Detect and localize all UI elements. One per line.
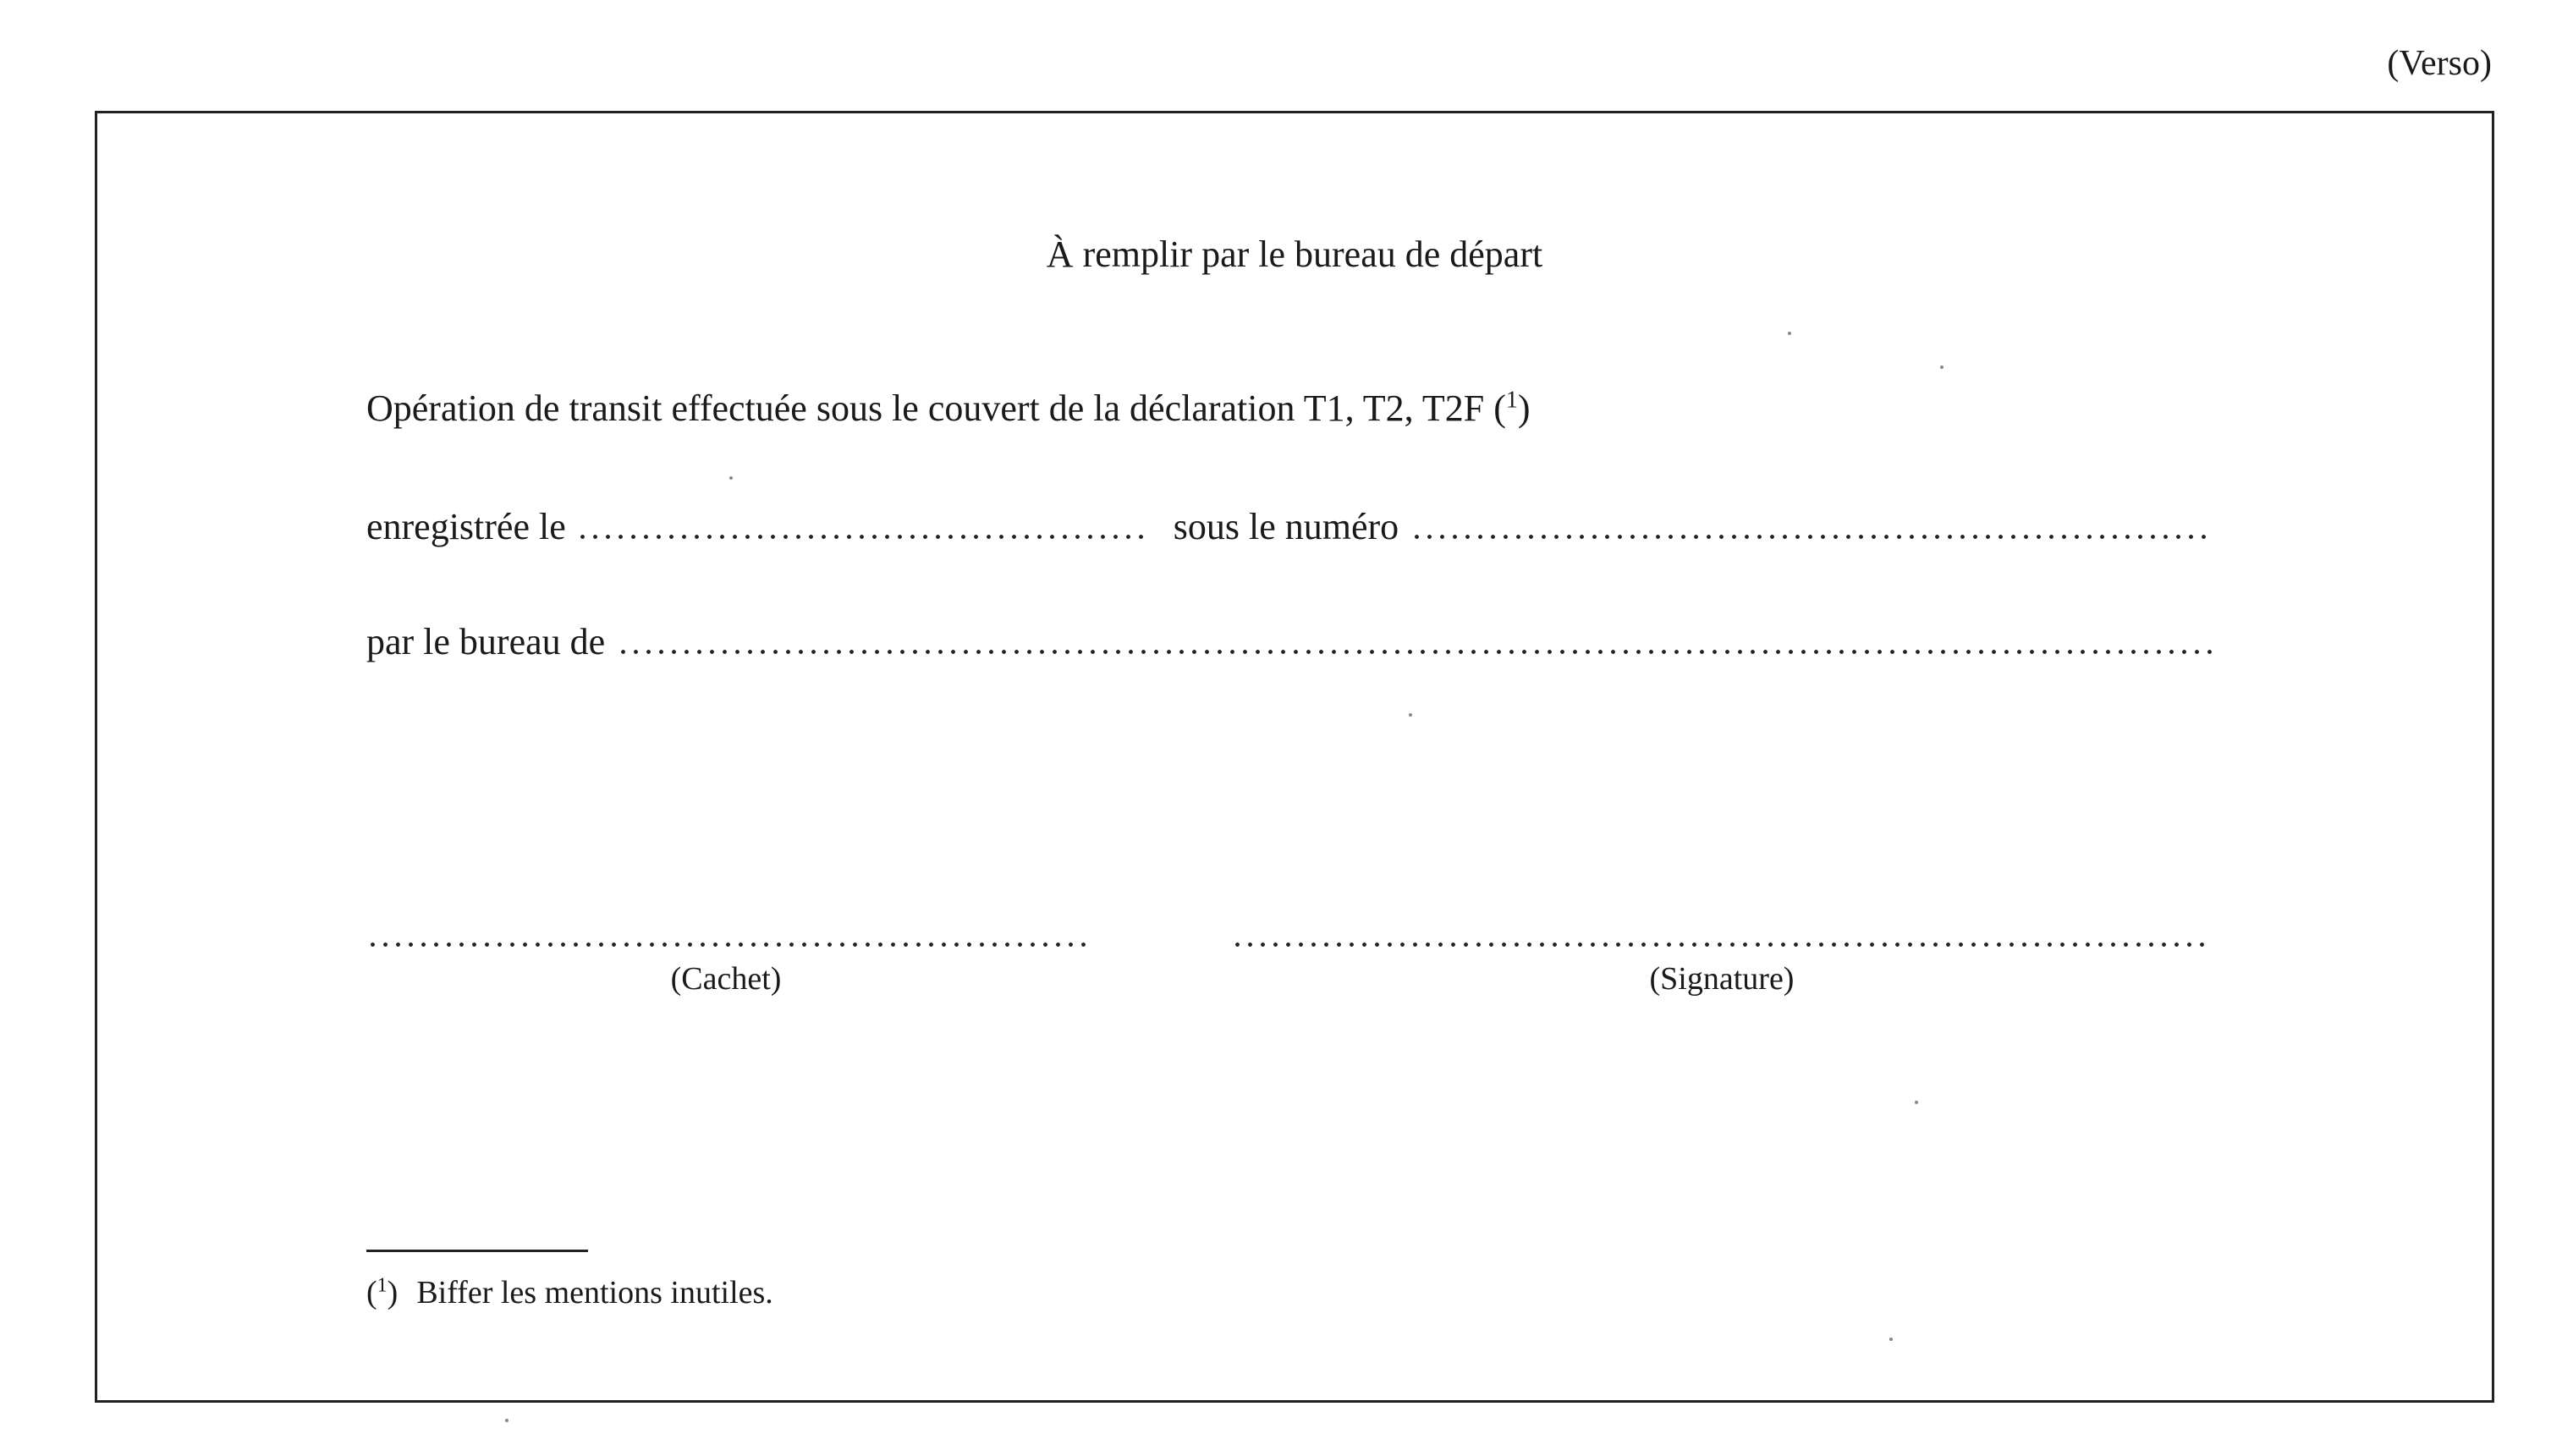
registration-number-field[interactable] <box>1410 502 2214 539</box>
office-field[interactable] <box>617 617 2214 654</box>
verso-label: (Verso) <box>2387 44 2492 83</box>
registration-number-label: sous le numéro <box>1173 506 1399 547</box>
transit-operation-text: Opération de transit effectuée sous le couvert de la déclaration T1, T2, T2F <box>366 387 1485 429</box>
signature-field[interactable] <box>1231 934 2213 951</box>
registration-date-field[interactable] <box>576 502 1152 539</box>
footnote-divider <box>366 1250 588 1252</box>
footnote-reference: ($^1$) <box>1493 387 1531 429</box>
stamp-field[interactable] <box>366 934 1086 951</box>
registered-date-label: enregistrée le <box>366 506 566 547</box>
footnote-text: Biffer les mentions inutiles. <box>416 1275 773 1310</box>
footnote <box>366 1274 773 1310</box>
office-line <box>366 617 2214 661</box>
form-title: À remplir par le bureau de départ <box>1046 234 1543 275</box>
registration-line <box>366 502 2214 546</box>
form-frame <box>95 111 2494 1403</box>
signature-label: (Signature) <box>1649 961 1795 997</box>
footnote-marker: ($^1$) <box>366 1274 399 1310</box>
transit-operation-line <box>366 387 1531 429</box>
stamp-label: (Cachet) <box>670 961 782 997</box>
office-label: par le bureau de <box>366 621 606 662</box>
